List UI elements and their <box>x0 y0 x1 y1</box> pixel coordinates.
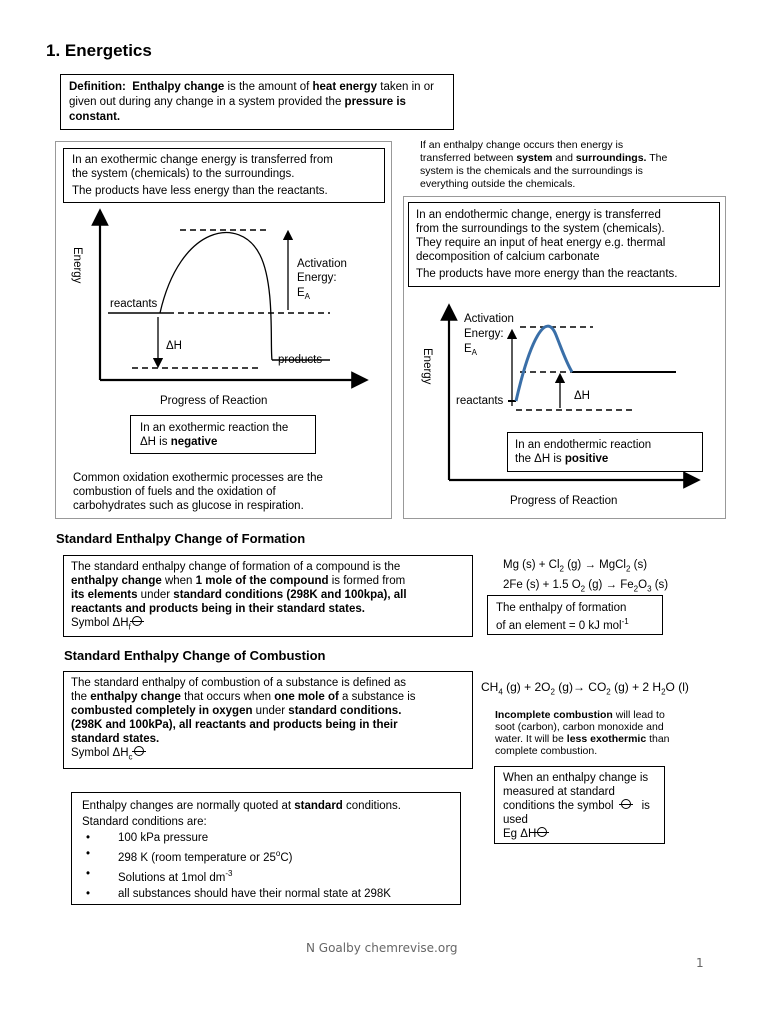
exo-common-3: carbohydrates such as glucose in respiration. <box>73 500 304 512</box>
incomplete-label: Incomplete combustion <box>495 709 613 721</box>
endo-intro-3: They require an input of heat energy e.g. thermal <box>416 237 666 249</box>
exothermic-intro-box <box>63 148 385 203</box>
exothermic-common <box>73 471 373 513</box>
symbol-box-2: measured at standard <box>503 786 615 798</box>
definition-label: Definition: <box>69 81 126 93</box>
standard-conditions-box <box>71 792 461 905</box>
symbol-box-3: conditions the symbol <box>503 800 614 812</box>
combustion-conditions: standard conditions. <box>288 705 402 717</box>
symbol-box-is: is <box>641 800 650 812</box>
incomplete-than: than <box>646 733 670 745</box>
combustion-line-5: standard states. <box>71 733 160 745</box>
list-item: • 298 K (room temperature or 25$^o$C) <box>82 846 457 866</box>
endo-activation-3: $E_A$ <box>464 343 478 357</box>
exo-activation-3: $E_A$ <box>297 287 311 301</box>
exo-common-1: Common oxidation exothermic processes are the <box>73 472 323 484</box>
standard-state-icon <box>133 746 145 755</box>
formation-mole: 1 mole of the compound <box>195 575 329 587</box>
endo-intro-2: from the surroundings to the system (chemicals). <box>416 223 665 235</box>
page-title: 1. Energetics <box>46 41 152 60</box>
formation-under: under <box>137 589 174 601</box>
element-line-2: of an element = 0 kJ mol <box>496 619 622 632</box>
formation-symbol-sub: f <box>128 622 131 632</box>
exothermic-diagram <box>60 205 390 415</box>
endo-note-1: In an endothermic reaction <box>515 439 652 451</box>
element-line-1: The enthalpy of formation <box>496 602 627 614</box>
combustion-line-1: The standard enthalpy of combustion of a substance is defined as <box>71 677 406 689</box>
system-surroundings-note <box>420 139 720 191</box>
endo-x-label: Progress of Reaction <box>510 495 618 507</box>
combustion-occurs: that occurs when <box>180 691 275 703</box>
exo-note-negative: negative <box>170 436 218 448</box>
side-note-surroundings: surroundings. <box>575 152 647 164</box>
endothermic-intro-box <box>408 202 720 287</box>
endo-note-positive: positive <box>564 453 609 465</box>
formation-line-1: The standard enthalpy change of formation of a compound is the <box>71 561 401 573</box>
standard-symbol-box <box>494 766 665 844</box>
formation-equations <box>503 557 743 598</box>
exo-x-label: Progress of Reaction <box>160 395 268 407</box>
combustion-under: under <box>252 705 289 717</box>
formation-ec: enthalpy change <box>71 575 162 587</box>
formation-line-4: reactants and products being in their standard states. <box>71 603 365 615</box>
incomplete-less-exo: less exothermic <box>566 733 647 745</box>
footer-author: N Goalby chemrevise.org <box>306 941 458 955</box>
symbol-box-4: used <box>503 814 528 826</box>
exo-reactants-label: reactants <box>110 298 158 310</box>
endo-intro-1: In an endothermic change, energy is transferred <box>416 209 661 221</box>
combustion-box <box>63 671 473 769</box>
endo-energy-curve <box>516 326 572 401</box>
list-item: • all substances should have their normal state at 298K <box>82 886 457 902</box>
standard-line-2: Standard conditions are: <box>82 816 207 828</box>
side-note-3: system is the chemicals and the surroundings is <box>420 165 643 177</box>
exothermic-note-box <box>130 415 316 454</box>
formation-formed: is formed from <box>328 575 406 587</box>
incomplete-combustion-note <box>495 709 725 757</box>
formation-eq-2: 2Fe (s) + 1.5 $O_2$ $(g) \to Fe_2O_3$ (s) <box>503 579 669 594</box>
combustion-heading: Standard Enthalpy Change of Combustion <box>64 648 326 663</box>
side-note-system: system <box>516 152 553 164</box>
endo-note-2: the ΔH is <box>515 453 565 465</box>
symbol-box-1: When an enthalpy change is <box>503 772 649 784</box>
endothermic-diagram <box>408 300 722 515</box>
definition-pressure: pressure is constant. <box>69 96 406 123</box>
definition-term: Enthalpy change <box>132 81 225 93</box>
exo-energy-label: Energy <box>71 247 83 284</box>
endo-activation-1: Activation <box>464 313 514 325</box>
list-item: • Solutions at 1mol $dm^{-3}$ <box>82 866 457 886</box>
endo-intro-5: The products have more energy than the reactants. <box>416 268 678 280</box>
combustion-ec: enthalpy change <box>90 691 181 703</box>
formation-conditions: standard conditions (298K and 100kpa), all <box>173 589 407 601</box>
standard-line-1a: Enthalpy changes are normally quoted at <box>82 800 295 812</box>
incomplete-line-3a: water. It will be <box>495 733 567 745</box>
endo-energy-label: Energy <box>421 348 433 385</box>
combustion-substance: a substance is <box>338 691 416 703</box>
incomplete-line-2: soot (carbon), carbon monoxide and <box>495 721 664 733</box>
symbol-box-5: Eg ΔH <box>503 828 537 840</box>
standard-state-icon <box>131 616 143 625</box>
side-note-1: If an enthalpy change occurs then energy is <box>420 139 624 151</box>
combustion-oxygen: combusted completely in oxygen <box>71 705 253 717</box>
standard-conditions-list <box>82 830 457 902</box>
exo-note-2: ΔH is <box>140 436 171 448</box>
exo-intro-3: The products have less energy than the reactants. <box>72 185 328 197</box>
side-note-4: everything outside the chemicals. <box>420 178 576 190</box>
formation-box <box>63 555 473 637</box>
exo-dh-label: ΔH <box>166 340 182 352</box>
combustion-symbol: Symbol ΔH <box>71 747 129 759</box>
combustion-equation: $CH_4$ $(g) + 2O_2$ $(g)\to CO_2$ (g) + 2 $H_2O$ (l) <box>481 680 689 697</box>
element-sup: -1 <box>621 617 629 626</box>
formation-elements: its elements <box>71 589 138 601</box>
combustion-mole: one mole of <box>274 691 339 703</box>
element-formation-box <box>487 595 663 635</box>
formation-symbol: Symbol ΔH <box>71 617 129 629</box>
endo-reactants-label: reactants <box>456 395 504 407</box>
side-note-2a: transferred between <box>420 152 517 164</box>
exo-intro-1: In an exothermic change energy is transferred from <box>72 154 333 166</box>
endo-activation-2: Energy: <box>464 328 504 340</box>
exo-products-label: products <box>278 354 323 366</box>
formation-when: when <box>161 575 196 587</box>
exo-intro-2: the system (chemicals) to the surroundings. <box>72 168 295 180</box>
endo-dh-label: ΔH <box>574 390 590 402</box>
side-note-the: The <box>646 152 668 164</box>
standard-line-1c: conditions. <box>342 800 402 812</box>
incomplete-line-4: complete combustion. <box>495 745 598 757</box>
formation-eq-1: Mg $(s) + Cl_2$ (g) → MgCl$_2$ (s) <box>503 559 648 574</box>
definition-box <box>60 74 454 130</box>
exo-common-2: combustion of fuels and the oxidation of <box>73 486 276 498</box>
formation-heading: Standard Enthalpy Change of Formation <box>56 531 306 546</box>
exo-note-1: In an exothermic reaction the <box>140 422 289 434</box>
combustion-the: the <box>71 691 91 703</box>
standard-state-icon <box>536 827 548 836</box>
list-item: • 100 kPa pressure <box>82 830 457 846</box>
definition-text-2: taken in or given out during any change in a system provided the <box>69 81 434 108</box>
combustion-line-4: (298K and 100kPa), all reactants and products being in their <box>71 719 398 731</box>
standard-bold: standard <box>294 800 343 812</box>
combustion-symbol-sub: c <box>128 752 133 762</box>
endothermic-note-box <box>507 432 703 472</box>
incomplete-text: will lead to <box>612 709 665 721</box>
standard-state-icon <box>620 799 632 808</box>
exo-activation-1: Activation <box>297 258 347 270</box>
page-number: 1 <box>696 956 704 970</box>
side-note-and: and <box>552 152 576 164</box>
definition-heat: heat energy <box>312 81 378 93</box>
endo-intro-4: decomposition of calcium carbonate <box>416 251 600 263</box>
exo-activation-2: Energy: <box>297 272 337 284</box>
definition-text: is the amount of <box>224 81 313 93</box>
